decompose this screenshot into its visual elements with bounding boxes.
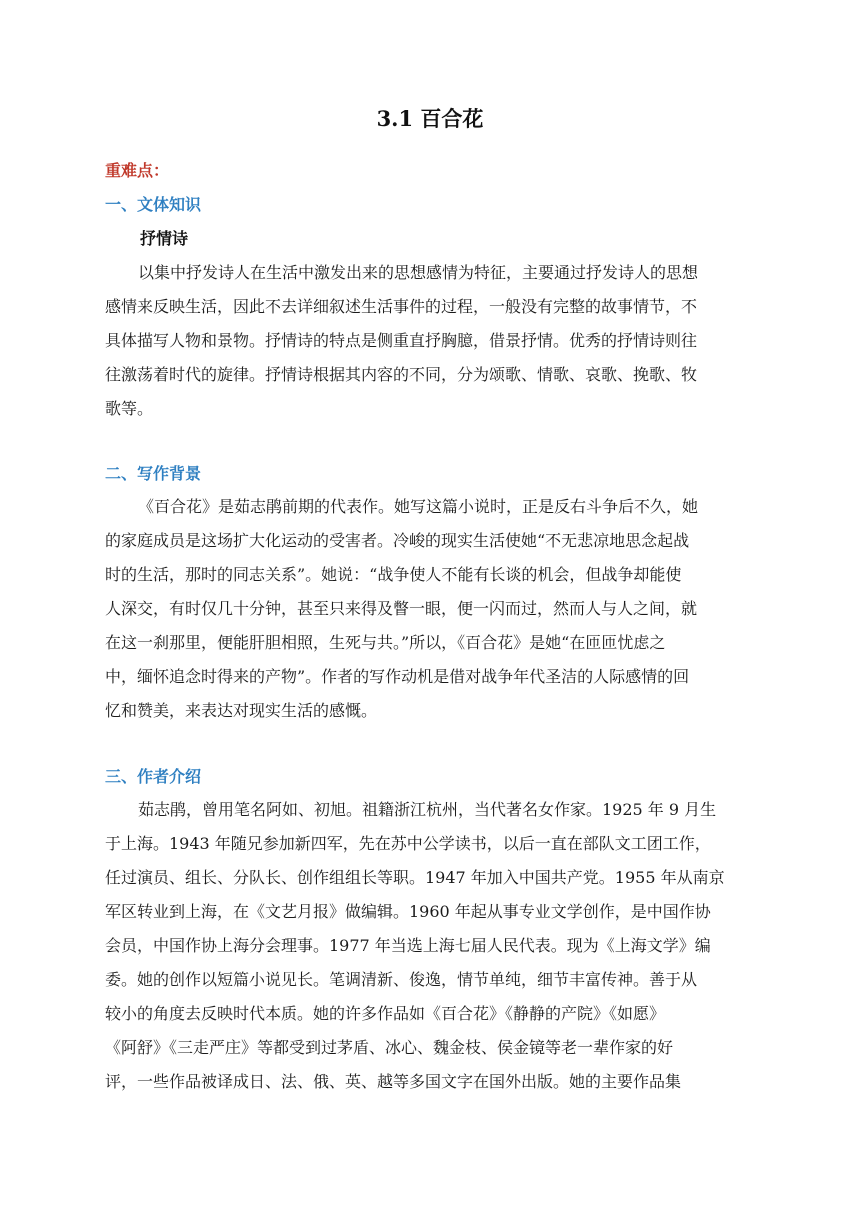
paragraph-line: 人深交，有时仅几十分钟，甚至只来得及瞥一眼，便一闪而过，然而人与人之间，就 — [105, 599, 698, 618]
paragraph-line: 评，一些作品被译成日、法、俄、英、越等多国文字在国外出版。她的主要作品集 — [105, 1072, 682, 1091]
section-paragraph-background — [105, 490, 755, 728]
paragraph-line: 时的生活，那时的同志关系”。她说：“战争使人不能有长谈的机会，但战争却能使 — [105, 565, 682, 584]
paragraph-line: 委。她的创作以短篇小说见长。笔调清新、俊逸，情节单纯，细节丰富传神。善于从 — [105, 970, 698, 989]
paragraph-line: 于上海。1943 年随兄参加新四军，先在苏中公学读书，以后一直在部队文工团工作， — [105, 834, 711, 853]
paragraph-line: 中，缅怀追念时得来的产物”。作者的写作动机是借对战争年代圣洁的人际感情的回 — [105, 667, 690, 686]
section-heading-background: 二、写作背景 — [105, 464, 202, 483]
section-heading-author: 三、作者介绍 — [105, 767, 202, 786]
paragraph-line: 任过演员、组长、分队长、创作组组长等职。1947 年加入中国共产党。1955 年从南京 — [105, 868, 725, 887]
paragraph-line: 《阿舒》《三走严庄》等都受到过茅盾、冰心、魏金枝、侯金镜等老一辈作家的好 — [105, 1038, 674, 1057]
paragraph-line: 会员，中国作协上海分会理事。1977 年当选上海七届人民代表。现为《上海文学》编 — [105, 936, 711, 955]
paragraph-line: 《百合花》是茹志鹃前期的代表作。她写这篇小说时，正是反右斗争后不久，她 — [138, 497, 699, 516]
section-paragraph-author — [105, 793, 755, 1099]
paragraph-line: 感情来反映生活，因此不去详细叙述生活事件的过程，一般没有完整的故事情节，不 — [105, 297, 698, 316]
paragraph-line: 较小的角度去反映时代本质。她的许多作品如《百合花》《静静的产院》《如愿》 — [105, 1004, 666, 1023]
paragraph-line: 往激荡着时代的旋律。抒情诗根据其内容的不同，分为颂歌、情歌、哀歌、挽歌、牧 — [105, 365, 698, 384]
paragraph-line: 的家庭成员是这场扩大化运动的受害者。冷峻的现实生活使她“不无悲凉地思念起战 — [105, 531, 690, 550]
section-paragraph-genre — [105, 256, 755, 426]
section-subheading-lyric-poetry: 抒情诗 — [140, 229, 189, 248]
document-title: 3.1 百合花 — [376, 106, 484, 131]
paragraph-line: 歌等。 — [105, 399, 154, 418]
paragraph-line: 具体描写人物和景物。抒情诗的特点是侧重直抒胸臆，借景抒情。优秀的抒情诗则往 — [105, 331, 698, 350]
key-points-label: 重难点： — [105, 161, 170, 180]
paragraph-line: 忆和赞美，来表达对现实生活的感慨。 — [105, 701, 378, 720]
paragraph-line: 以集中抒发诗人在生活中激发出来的思想感情为特征，主要通过抒发诗人的思想 — [138, 263, 699, 282]
paragraph-line: 军区转业到上海，在《文艺月报》做编辑。1960 年起从事专业文学创作，是中国作协 — [105, 902, 711, 921]
section-heading-genre: 一、文体知识 — [105, 195, 202, 214]
paragraph-line: 茹志鹃，曾用笔名阿如、初旭。祖籍浙江杭州，当代著名女作家。1925 年 9 月生 — [138, 800, 717, 819]
paragraph-line: 在这一刹那里，便能肝胆相照，生死与共。”所以，《百合花》是她“在匝匝忧虑之 — [105, 633, 666, 652]
